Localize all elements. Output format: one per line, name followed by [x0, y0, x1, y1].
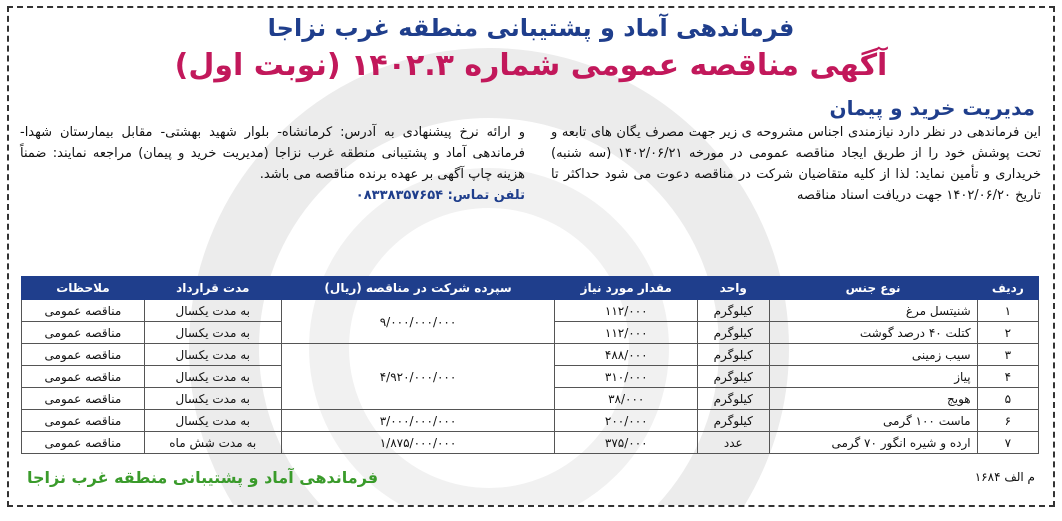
item-quantity: ۱۱۲/۰۰۰	[555, 322, 698, 344]
item-unit: عدد	[698, 432, 770, 454]
row-number: ۳	[977, 344, 1038, 366]
item-quantity: ۴۸۸/۰۰۰	[555, 344, 698, 366]
org-title: فرماندهی آماد و پشتیبانی منطقه غرب نزاجا	[267, 14, 795, 42]
ad-code: م الف ۱۶۸۴	[974, 470, 1035, 484]
table-row	[22, 410, 1039, 432]
table-row	[22, 344, 1039, 366]
col-header: نوع جنس	[769, 277, 977, 300]
item-unit: کیلوگرم	[698, 366, 770, 388]
table-header-row	[22, 277, 1039, 300]
item-quantity: ۳۸/۰۰۰	[555, 388, 698, 410]
col-header: سپرده شرکت در مناقصه (ریال)	[281, 277, 555, 300]
item-notes: مناقصه عمومی	[22, 366, 145, 388]
address-paragraph	[20, 122, 525, 206]
item-unit: کیلوگرم	[698, 322, 770, 344]
advertisement	[7, 6, 1055, 507]
item-notes: مناقصه عمومی	[22, 410, 145, 432]
item-quantity: ۳۱۰/۰۰۰	[555, 366, 698, 388]
col-header: مقدار مورد نیاز	[555, 277, 698, 300]
item-duration: به مدت یکسال	[144, 388, 281, 410]
item-notes: مناقصه عمومی	[22, 300, 145, 322]
item-type: ارده و شیره انگور ۷۰ گرمی	[769, 432, 977, 454]
row-number: ۱	[977, 300, 1038, 322]
item-type: ماست ۱۰۰ گرمی	[769, 410, 977, 432]
item-unit: کیلوگرم	[698, 388, 770, 410]
row-number: ۲	[977, 322, 1038, 344]
item-type: سیب زمینی	[769, 344, 977, 366]
ad-title: آگهی مناقصه عمومی شماره ۱۴۰۲.۳ (نوبت اول)	[174, 48, 888, 83]
item-duration: به مدت یکسال	[144, 366, 281, 388]
item-quantity: ۱۱۲/۰۰۰	[555, 300, 698, 322]
row-number: ۷	[977, 432, 1038, 454]
item-duration: به مدت یکسال	[144, 322, 281, 344]
item-type: شنیتسل مرغ	[769, 300, 977, 322]
item-deposit: ۴/۹۲۰/۰۰۰/۰۰۰	[281, 344, 555, 410]
item-deposit: ۹/۰۰۰/۰۰۰/۰۰۰	[281, 300, 555, 344]
item-duration: به مدت شش ماه	[144, 432, 281, 454]
item-notes: مناقصه عمومی	[22, 388, 145, 410]
items-table	[21, 276, 1039, 454]
item-type: پیاز	[769, 366, 977, 388]
item-notes: مناقصه عمومی	[22, 322, 145, 344]
item-duration: به مدت یکسال	[144, 300, 281, 322]
table-row	[22, 432, 1039, 454]
item-type: کتلت ۴۰ درصد گوشت	[769, 322, 977, 344]
row-number: ۴	[977, 366, 1038, 388]
col-header: واحد	[698, 277, 770, 300]
row-number: ۶	[977, 410, 1038, 432]
col-header: ملاحظات	[22, 277, 145, 300]
table-row	[22, 300, 1039, 322]
item-quantity: ۲۰۰/۰۰۰	[555, 410, 698, 432]
item-quantity: ۳۷۵/۰۰۰	[555, 432, 698, 454]
item-duration: به مدت یکسال	[144, 344, 281, 366]
item-notes: مناقصه عمومی	[22, 344, 145, 366]
item-unit: کیلوگرم	[698, 410, 770, 432]
item-unit: کیلوگرم	[698, 300, 770, 322]
department-title: مدیریت خرید و پیمان	[829, 96, 1035, 120]
address-text: و ارائه نرخ پیشنهادی به آدرس: کرمانشاه- بلوار شهید بهشتی- مقابل بیمارستان شهدا- فرماندهی آماد و پشتیبانی منطقه غرب نزاجا (مدیریت خرید و پیمان) مراجعه نمایند: ضمناً هزینه چاپ آگهی بر عهده برنده مناقصه می باشد.	[20, 125, 525, 182]
item-deposit: ۳/۰۰۰/۰۰۰/۰۰۰	[281, 410, 555, 432]
item-unit: کیلوگرم	[698, 344, 770, 366]
item-notes: مناقصه عمومی	[22, 432, 145, 454]
contact-phone: تلفن تماس: ۰۸۳۳۸۳۵۷۶۵۴	[355, 188, 525, 203]
item-deposit: ۱/۸۷۵/۰۰۰/۰۰۰	[281, 432, 555, 454]
item-duration: به مدت یکسال	[144, 410, 281, 432]
row-number: ۵	[977, 388, 1038, 410]
col-header: ردیف	[977, 277, 1038, 300]
item-type: هویج	[769, 388, 977, 410]
col-header: مدت قرارداد	[144, 277, 281, 300]
intro-paragraph: این فرماندهی در نظر دارد نیازمندی اجناس مشروحه ی زیر جهت مصرف یگان های تابعه و تحت پوشش خود را از طریق ایجاد مناقصه عمومی در مورخه ۱۴۰۲/۰۶/۲۱ (سه شنبه) خریداری و تأمین نماید: لذا از کلیه متقاضیان شرکت در مناقصه دعوت می شود حداکثر تا تاریخ ۱۴۰۲/۰۶/۲۰ جهت دریافت اسناد مناقصه	[551, 125, 1041, 203]
footer-org: فرماندهی آماد و پشتیبانی منطقه غرب نزاجا	[27, 468, 379, 487]
